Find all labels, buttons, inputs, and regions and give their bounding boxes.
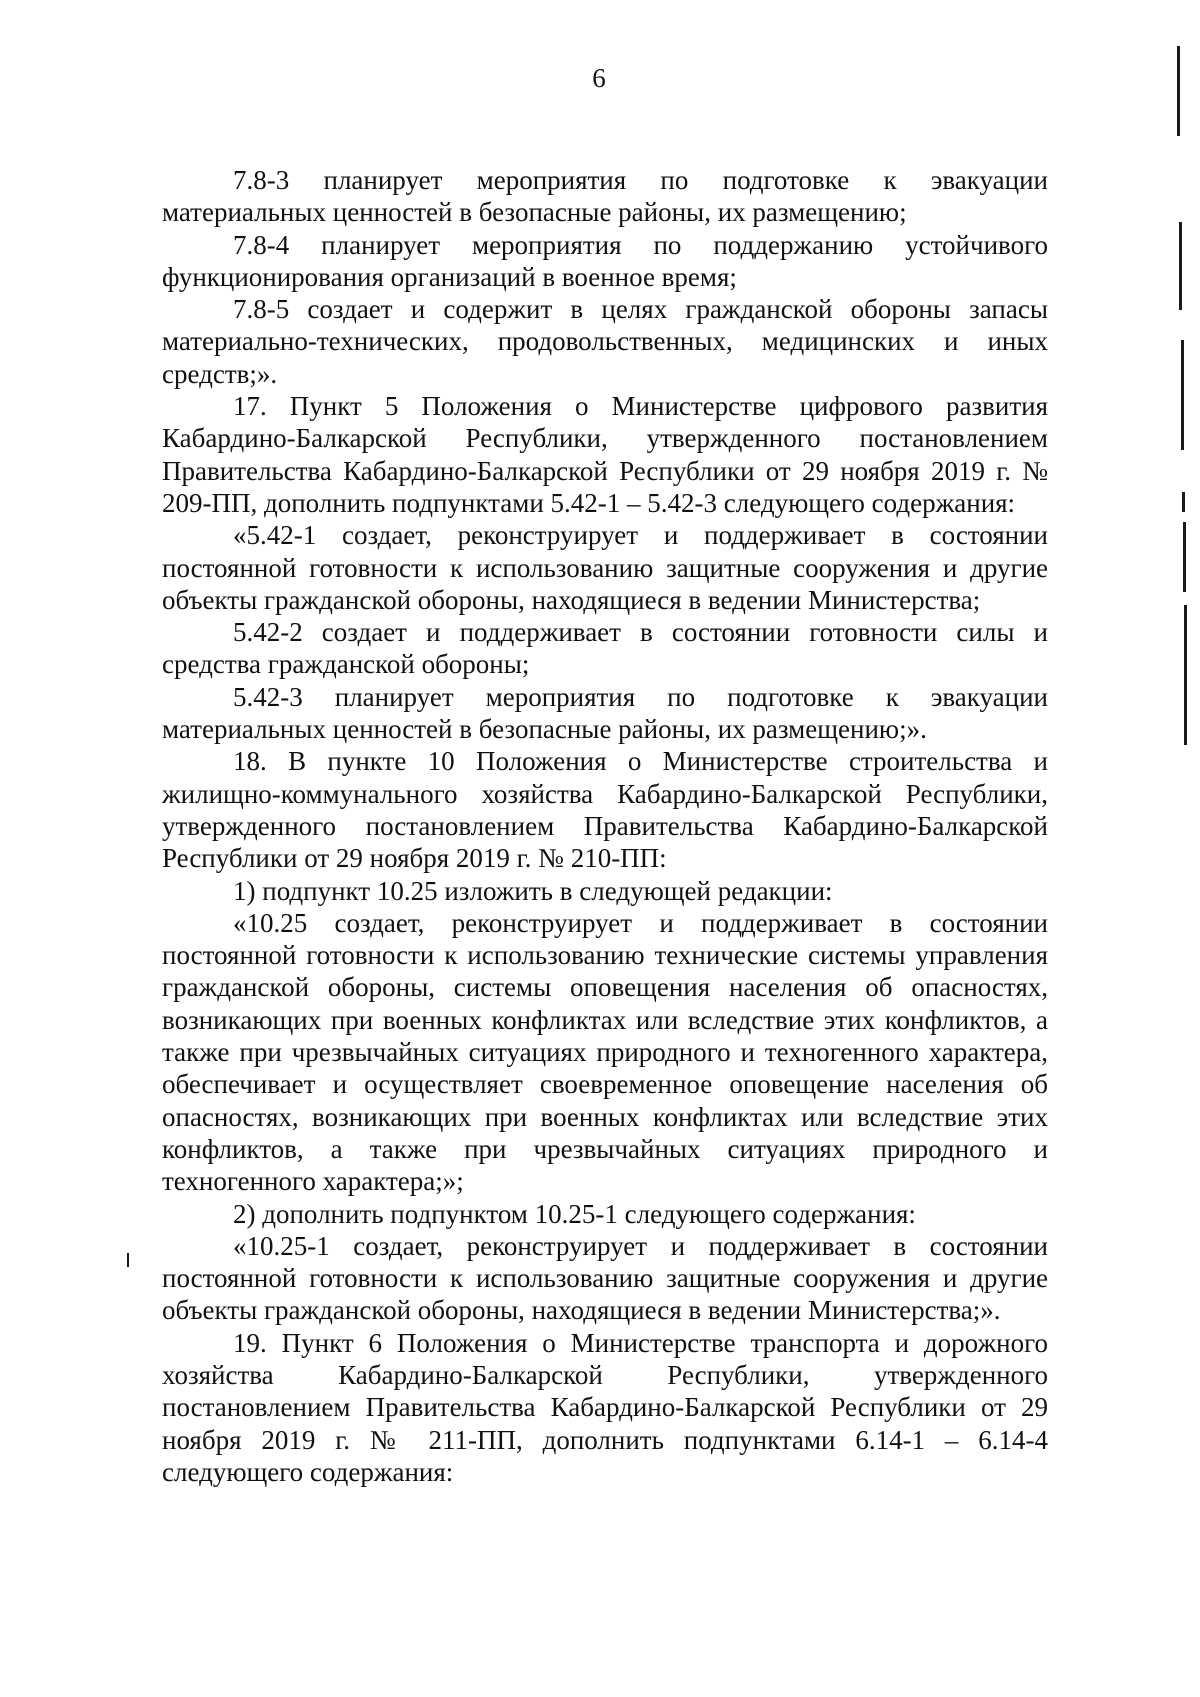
paragraph-5-42-3: 5.42-3 планирует мероприятия по подготовке к эвакуации материальных ценностей в безопасные районы, их размещению;».: [162, 681, 1048, 745]
page-number: 6: [592, 63, 606, 93]
scan-mark-right-5: [1183, 522, 1186, 592]
scan-mark-right-2: [1179, 222, 1182, 310]
document-body: [162, 164, 1048, 1488]
paragraph-7-8-3: 7.8-3 планирует мероприятия по подготовке к эвакуации материальных ценностей в безопасные районы, их размещению;: [162, 165, 1048, 228]
scan-mark-right-4: [1182, 492, 1185, 512]
paragraph-5-42-1: «5.42-1 создает, реконструирует и поддерживает в состоянии постоянной готовности к использованию защитные сооружения и другие объекты гражданской обороны, находящиеся в ведении Министерства;: [162, 520, 1048, 615]
scan-mark-right-6: [1184, 605, 1187, 745]
paragraph-5-42-2: 5.42-2 создает и поддерживает в состоянии готовности силы и средства гражданской обороны;: [162, 617, 1048, 680]
paragraph-subitem-1: 1) подпункт 10.25 изложить в следующей редакции:: [233, 875, 833, 906]
paragraph-7-8-4: 7.8-4 планирует мероприятия по поддержанию устойчивого функционирования организаций в военное время;: [162, 229, 1048, 292]
scan-mark-right-1: [1177, 46, 1180, 136]
paragraph-item-18: 18. В пункте 10 Положения о Министерстве строительства и жилищно-коммунального хозяйства Кабардино-Балкарской Республики, утвержденного постановлением Правительства Кабардино-Балкарской Республики от 29 ноября 2019 г. № 210-ПП:: [162, 746, 1048, 874]
paragraph-10-25: «10.25 создает, реконструирует и поддерживает в состоянии постоянной готовности к использованию технические системы управления гражданской обороны, системы оповещения населения об опасностях, возникающих при военных конфликтах или вследствие этих конфликтов, а также при чрезвычайных ситуациях природного и техногенного характера, обеспечивает и осуществляет своевременное оповещение населения об опасностях, возникающих при военных конфликтах или вследствие этих конфликтов, а также при чрезвычайных ситуациях природного и техногенного характера;»;: [162, 907, 1048, 1197]
paragraph-7-8-5: 7.8-5 создает и содержит в целях гражданской обороны запасы материально-технических, продовольственных, медицинских и иных средств;».: [162, 294, 1048, 389]
scan-mark-right-3: [1181, 340, 1184, 450]
paragraph-item-17: 17. Пункт 5 Положения о Министерстве цифрового развития Кабардино-Балкарской Республики, утвержденного постановлением Правительства Кабардино-Балкарской Республики от 29 ноября 2019 г. № 209-ПП, дополнить подпунктами 5.42-1 – 5.42-3 следующего содержания:: [162, 391, 1048, 518]
paragraph-item-19: 19. Пункт 6 Положения о Министерстве транспорта и дорожного хозяйства Кабардино-Балкарской Республики, утвержденного постановлением Правительства Кабардино-Балкарской Республики от 29 ноября 2019 г. № 211-ПП, дополнить подпунктами 6.14-1 – 6.14-4 следующего содержания:: [162, 1327, 1048, 1487]
paragraph-10-25-1: «10.25-1 создает, реконструирует и поддерживает в состоянии постоянной готовности к использованию защитные сооружения и другие объекты гражданской обороны, находящиеся в ведении Министерства;».: [162, 1230, 1048, 1326]
scan-mark-left-1: [127, 1253, 129, 1267]
paragraph-subitem-2: 2) дополнить подпунктом 10.25-1 следующего содержания:: [233, 1198, 916, 1229]
